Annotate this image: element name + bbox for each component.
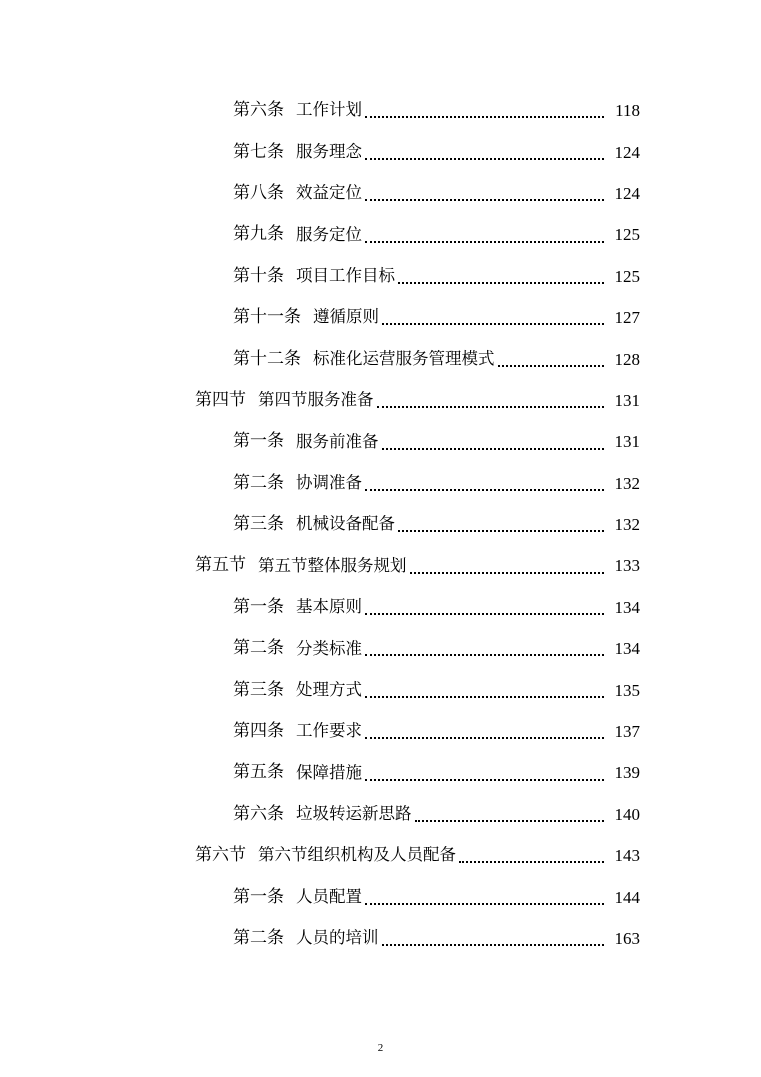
toc-entry-number: 第二条 [233, 472, 284, 493]
toc-leader-dots [365, 903, 604, 905]
toc-entry-title: 保障措施 [296, 762, 362, 782]
toc-entry[interactable] [0, 256, 761, 297]
toc-entry[interactable] [0, 876, 761, 917]
toc-entry-page: 143 [614, 846, 640, 866]
toc-entry-page: 124 [614, 142, 640, 162]
toc-entry-number: 第五节 [195, 555, 246, 576]
toc-entry-page: 125 [614, 225, 640, 245]
toc-entry-title: 处理方式 [296, 679, 362, 699]
toc-entry[interactable] [0, 918, 761, 959]
toc-entry-number: 第六条 [233, 803, 284, 824]
toc-entry-title: 工作计划 [296, 100, 362, 120]
toc-entry[interactable] [0, 173, 761, 214]
toc-entry-title: 服务定位 [296, 224, 362, 244]
toc-entry-number: 第一条 [233, 596, 284, 617]
toc-entry-number: 第四节 [195, 389, 246, 410]
toc-leader-dots [365, 158, 604, 160]
toc-entry-page: 144 [614, 887, 640, 907]
toc-entry-number: 第二条 [233, 928, 284, 948]
toc-entry-number: 第十一条 [233, 307, 301, 328]
toc-entry-number: 第八条 [233, 182, 284, 203]
toc-entry-page: 131 [614, 432, 640, 452]
toc-leader-dots [365, 613, 604, 615]
toc-entry-page: 137 [614, 722, 640, 742]
toc-entry-title: 第五节整体服务规划 [258, 555, 407, 575]
toc-entry[interactable] [0, 214, 761, 255]
toc-entry-title: 分类标准 [296, 638, 362, 658]
toc-entry-title: 项目工作目标 [296, 266, 395, 285]
toc-leader-dots [365, 241, 604, 243]
toc-entry-page: 133 [614, 556, 640, 576]
toc-section-entry[interactable] [0, 545, 761, 586]
toc-entry-page: 134 [614, 639, 640, 659]
toc-entry-number: 第十条 [233, 265, 284, 286]
toc-entry[interactable] [0, 297, 761, 338]
toc-entry-title: 第六节组织机构及人员配备 [258, 845, 456, 865]
toc-entry-title: 基本原则 [296, 597, 362, 617]
toc-leader-dots [415, 820, 605, 822]
toc-entry-page: 132 [614, 515, 640, 535]
toc-entry-page: 127 [614, 308, 640, 328]
toc-entry[interactable] [0, 669, 761, 710]
toc-entry[interactable] [0, 711, 761, 752]
toc-entry[interactable] [0, 504, 761, 545]
toc-entry-page: 128 [614, 349, 640, 369]
toc-leader-dots [498, 365, 605, 367]
toc-entry-number: 第二条 [233, 638, 284, 659]
toc-leader-dots [382, 323, 604, 325]
toc-entry-page: 135 [614, 680, 640, 700]
table-of-contents [0, 90, 761, 959]
toc-entry-number: 第三条 [233, 679, 284, 700]
toc-leader-dots [377, 406, 605, 408]
toc-entry-title: 服务理念 [296, 141, 362, 161]
toc-leader-dots [382, 944, 605, 946]
toc-entry-number: 第三条 [233, 514, 284, 535]
toc-entry-page: 163 [614, 929, 640, 948]
toc-entry[interactable] [0, 628, 761, 669]
toc-leader-dots [398, 282, 604, 284]
toc-entry[interactable] [0, 587, 761, 628]
toc-leader-dots [365, 696, 604, 698]
toc-section-entry[interactable] [0, 380, 761, 421]
toc-entry-title: 第四节服务准备 [258, 390, 374, 410]
toc-entry-page: 125 [614, 266, 640, 286]
toc-entry-number: 第四条 [233, 721, 284, 742]
toc-leader-dots [365, 199, 604, 201]
toc-entry-page: 132 [614, 473, 640, 493]
footer-page-number: 2 [377, 1042, 384, 1054]
toc-entry-title: 人员的培训 [296, 928, 379, 948]
toc-entry-number: 第六条 [233, 100, 284, 121]
toc-entry[interactable] [0, 794, 761, 835]
toc-entry-title: 机械设备配备 [296, 514, 395, 534]
toc-entry[interactable] [0, 338, 761, 379]
toc-entry-title: 垃圾转运新思路 [296, 804, 412, 824]
toc-entry-number: 第一条 [233, 431, 284, 452]
toc-entry[interactable] [0, 90, 761, 131]
toc-leader-dots [382, 448, 605, 450]
toc-entry[interactable] [0, 131, 761, 172]
toc-entry-number: 第七条 [233, 141, 284, 162]
toc-entry-number: 第十二条 [233, 348, 301, 369]
toc-entry-page: 131 [614, 390, 640, 410]
toc-entry-page: 124 [614, 183, 640, 203]
toc-leader-dots [410, 572, 605, 574]
toc-entry[interactable] [0, 752, 761, 793]
toc-entry-number: 第六节 [195, 845, 246, 866]
toc-leader-dots [398, 530, 604, 532]
toc-entry-title: 工作要求 [296, 721, 362, 741]
toc-entry-page: 139 [614, 763, 640, 783]
toc-entry-number: 第九条 [233, 224, 284, 245]
toc-entry-page: 140 [614, 804, 640, 824]
toc-entry-title: 标准化运营服务管理模式 [313, 348, 495, 368]
toc-entry[interactable] [0, 463, 761, 504]
toc-entry-title: 效益定位 [296, 183, 362, 203]
toc-entry-number: 第五条 [233, 762, 284, 783]
toc-leader-dots [365, 654, 604, 656]
toc-entry-title: 遵循原则 [313, 307, 379, 327]
toc-leader-dots [365, 737, 604, 739]
toc-entry-page: 134 [614, 597, 640, 617]
toc-entry-page: 118 [615, 101, 640, 121]
toc-entry-title: 协调准备 [296, 472, 362, 492]
toc-leader-dots [459, 861, 604, 863]
toc-leader-dots [365, 489, 604, 491]
toc-section-entry[interactable] [0, 835, 761, 876]
toc-leader-dots [365, 116, 604, 118]
toc-entry-number: 第一条 [233, 886, 284, 907]
toc-leader-dots [365, 779, 604, 781]
toc-entry[interactable] [0, 421, 761, 462]
toc-entry-title: 人员配置 [296, 886, 362, 906]
toc-entry-title: 服务前准备 [296, 431, 379, 451]
